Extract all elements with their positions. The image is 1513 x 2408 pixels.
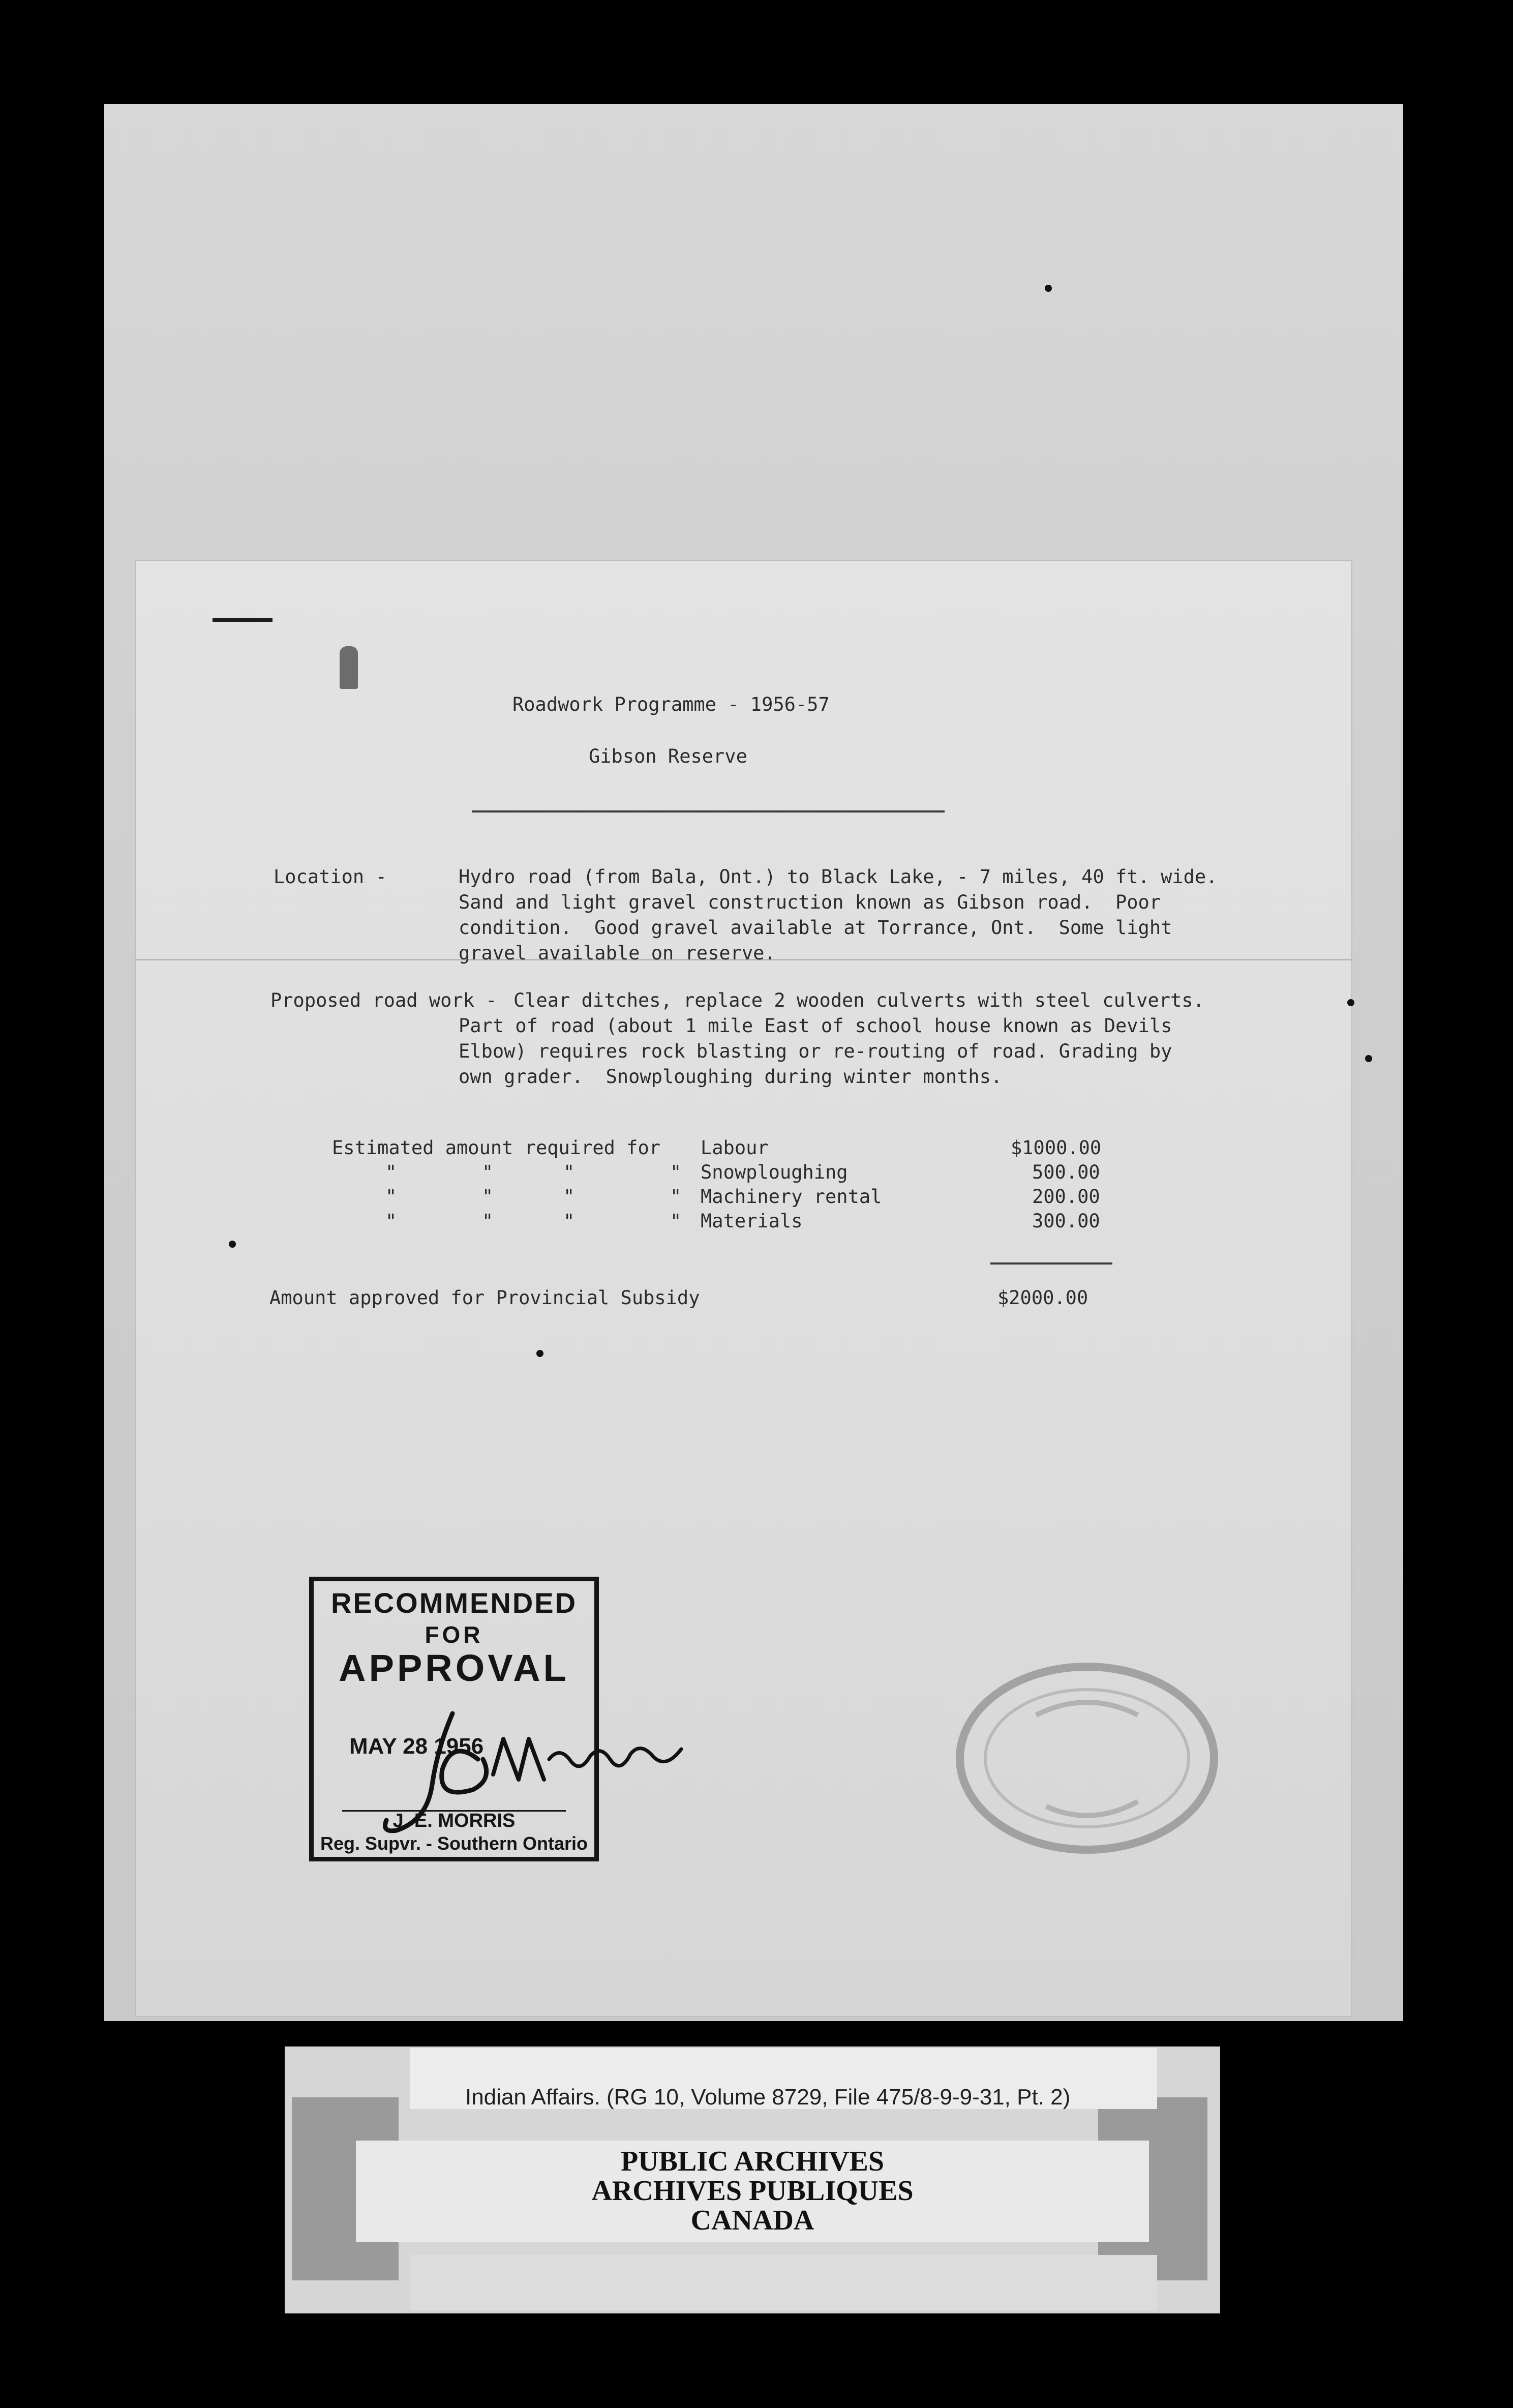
location-line: condition. Good gravel available at Torrance, Ont. Some light — [459, 917, 1172, 939]
approved-label: Amount approved for Provincial Subsidy — [269, 1287, 700, 1309]
ditto-mark: " — [385, 1161, 397, 1183]
estimate-item: Labour — [701, 1137, 769, 1159]
ditto-mark: " — [482, 1210, 494, 1232]
document-title: Roadwork Programme - 1956-57 — [512, 694, 830, 715]
location-line: Hydro road (from Bala, Ont.) to Black Lake, - 7 miles, 40 ft. wide. — [459, 866, 1218, 888]
ditto-mark: " — [385, 1210, 397, 1232]
estimate-amount: 500.00 — [1032, 1161, 1100, 1183]
sum-rule — [990, 1262, 1112, 1265]
ditto-mark: " — [482, 1161, 494, 1183]
stamp-line-1: RECOMMENDED — [330, 1587, 578, 1619]
dust-speck — [229, 1241, 236, 1248]
handwritten-signature — [376, 1703, 691, 1846]
faded-seal — [945, 1654, 1229, 1862]
estimate-item: Snowploughing — [701, 1161, 848, 1183]
ditto-mark: " — [563, 1161, 575, 1183]
estimate-amount: 300.00 — [1032, 1210, 1100, 1232]
ditto-mark: " — [482, 1186, 494, 1208]
stamp-line-3: APPROVAL — [339, 1647, 569, 1689]
ditto-mark: " — [670, 1210, 682, 1232]
title-rule — [472, 810, 945, 812]
clip-mark — [213, 618, 273, 622]
ditto-mark: " — [563, 1186, 575, 1208]
clip-hole — [340, 646, 358, 689]
dust-speck — [1347, 999, 1354, 1006]
proposed-label: Proposed road work - — [270, 989, 497, 1011]
archive-reference: Indian Affairs. (RG 10, Volume 8729, File 475/8-9-9-31, Pt. 2) — [465, 2085, 1071, 2110]
estimate-item: Machinery rental — [701, 1186, 882, 1208]
proposed-line: Elbow) requires rock blasting or re-routing of road. Grading by — [459, 1040, 1172, 1062]
archive-label-bottom — [410, 2255, 1157, 2311]
approved-amount: $2000.00 — [997, 1287, 1088, 1309]
ditto-mark: " — [670, 1186, 682, 1208]
dust-speck — [1365, 1055, 1372, 1062]
location-line: gravel available on reserve. — [459, 942, 776, 964]
estimate-label: Estimated amount required for — [332, 1137, 661, 1159]
proposed-line: own grader. Snowploughing during winter months. — [459, 1066, 1003, 1088]
location-line: Sand and light gravel construction known as Gibson road. Poor — [459, 891, 1161, 913]
ditto-mark: " — [385, 1186, 397, 1208]
location-label: Location - — [274, 866, 387, 888]
stamp-line-2: FOR — [425, 1621, 483, 1648]
estimate-amount: 200.00 — [1032, 1186, 1100, 1208]
estimate-item: Materials — [701, 1210, 803, 1232]
document-subtitle: Gibson Reserve — [589, 745, 747, 767]
archive-line-3: CANADA — [690, 2205, 814, 2236]
archive-line-1: PUBLIC ARCHIVES — [620, 2146, 885, 2177]
stamp-title: Reg. Supvr. - Southern Ontario — [320, 1833, 588, 1854]
archive-line-2: ARCHIVES PUBLIQUES — [591, 2175, 914, 2207]
dust-speck — [536, 1350, 543, 1357]
stamp-name: J. E. MORRIS — [392, 1810, 516, 1831]
proposed-line: Part of road (about 1 mile East of school house known as Devils — [459, 1015, 1172, 1037]
dust-speck — [1045, 285, 1052, 292]
estimate-amount: $1000.00 — [1011, 1137, 1102, 1159]
ditto-mark: " — [670, 1161, 682, 1183]
stamp-date: MAY 28 1956 — [349, 1734, 484, 1759]
proposed-line: Clear ditches, replace 2 wooden culverts with steel culverts. — [513, 989, 1204, 1011]
ditto-mark: " — [563, 1210, 575, 1232]
